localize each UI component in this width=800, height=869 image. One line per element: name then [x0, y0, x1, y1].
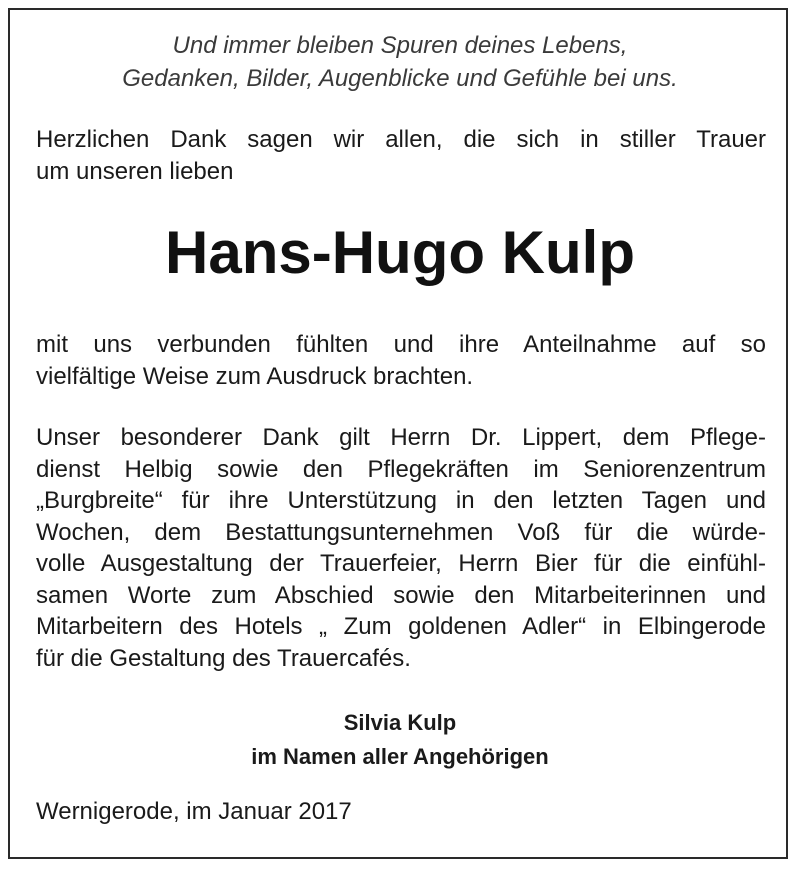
intro-paragraph [36, 124, 766, 187]
connected-paragraph [36, 329, 766, 392]
deceased-name: Hans-Hugo Kulp [165, 219, 635, 286]
thanks-line: Wochen, dem Bestattungsunternehmen Voß für die würde- [36, 518, 766, 546]
signature-subtitle: im Namen aller Angehörigen [251, 744, 549, 769]
connected-line-1: mit uns verbunden fühlten und ihre Anteilnahme auf so [36, 331, 766, 358]
connected-line-2: vielfältige Weise zum Ausdruck brachten. [36, 362, 474, 390]
thanks-line: für die Gestaltung des Trauercafés. [36, 644, 411, 672]
thanks-line: „Burgbreite“ für ihre Unterstützung in den letzten Tagen und [36, 487, 766, 514]
motto-line-2: Gedanken, Bilder, Augenblicke und Gefühle bei uns. [122, 65, 678, 92]
thanks-line: volle Ausgestaltung der Trauerfeier, Herrn Bier für die einfühl- [36, 550, 766, 577]
thanks-line: Unser besonderer Dank gilt Herrn Dr. Lippert, dem Pflege- [36, 424, 766, 451]
signature-name: Silvia Kulp [343, 710, 457, 735]
thanks-line: dienst Helbig sowie den Pflegekräften im Seniorenzentrum [36, 455, 766, 483]
motto-line-1: Und immer bleiben Spuren deines Lebens, [172, 32, 628, 59]
thanks-line: samen Worte zum Abschied sowie den Mitarbeiterinnen und [36, 581, 766, 609]
thanks-paragraph [36, 422, 766, 674]
intro-line-2: um unseren lieben [36, 157, 234, 185]
intro-line-1: Herzlichen Dank sagen wir allen, die sich in stiller Trauer [36, 126, 766, 153]
place-date: Wernigerode, im Januar 2017 [36, 798, 352, 825]
thanks-line: Mitarbeitern des Hotels „ Zum goldenen Adler“ in Elbingerode [36, 613, 766, 640]
